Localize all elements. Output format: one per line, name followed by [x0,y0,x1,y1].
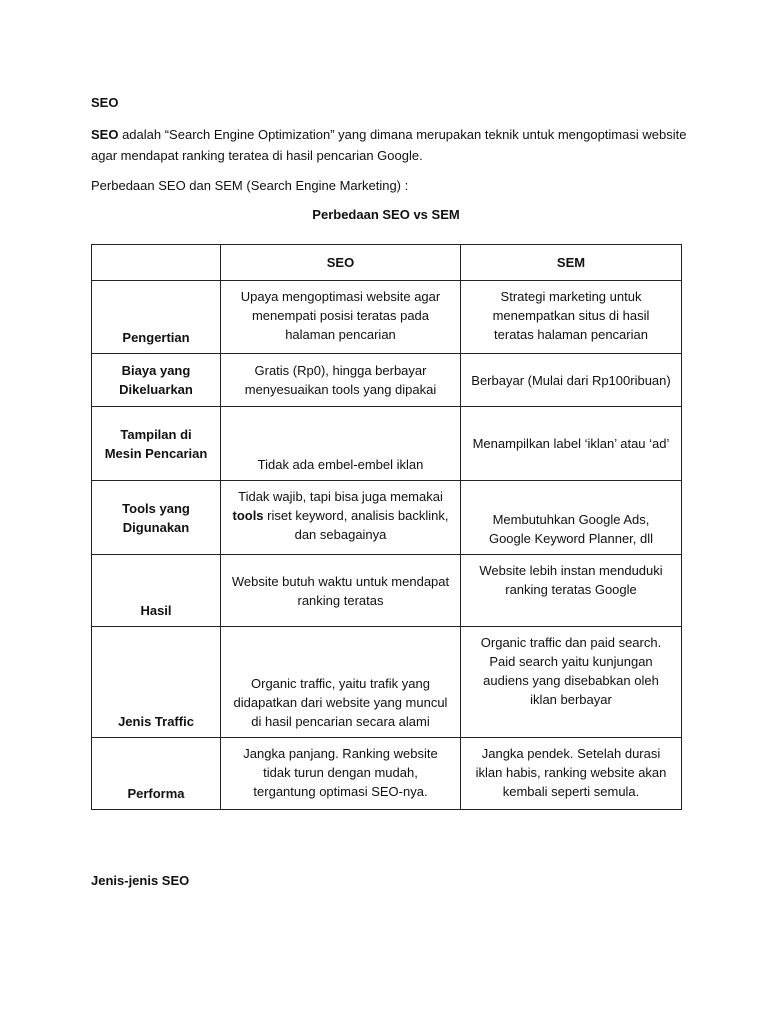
table-row [92,555,682,627]
row-sem: Jangka pendek. Setelah durasi iklan habis, ranking website akan kembali seperti semula. [461,738,682,810]
row-seo: Gratis (Rp0), hingga berbayar menyesuaikan tools yang dipakai [221,354,461,407]
row-sem: Website lebih instan menduduki ranking teratas Google [461,555,682,627]
row-seo: Upaya mengoptimasi website agar menempati posisi teratas pada halaman pencarian [221,281,461,354]
table-title: Perbedaan SEO vs SEM [312,207,460,222]
header-seo: SEO [221,245,461,281]
row-seo-bold: tools [232,508,264,523]
comparison-table [91,244,682,810]
row-sem: Membutuhkan Google Ads, Google Keyword Planner, dll [461,481,682,555]
row-seo [221,481,461,555]
row-label: Biaya yang Dikeluarkan [92,354,221,407]
row-seo: Organic traffic, yaitu trafik yang didapatkan dari website yang muncul di hasil pencarian secara alami [221,627,461,738]
table-header-row [92,245,682,281]
row-sem: Strategi marketing untuk menempatkan situs di hasil teratas halaman pencarian [461,281,682,354]
row-seo-post: riset keyword, analisis backlink, dan sebagainya [263,508,449,542]
section-heading-jenis-seo: Jenis-jenis SEO [91,873,190,888]
table-row [92,627,682,738]
row-seo-pre: Tidak wajib, tapi bisa juga memakai [238,489,443,504]
row-seo: Jangka panjang. Ranking website tidak turun dengan mudah, tergantung optimasi SEO-nya. [221,738,461,810]
difference-intro: Perbedaan SEO dan SEM (Search Engine Marketing) : [91,178,409,193]
row-label: Performa [92,738,221,810]
intro-paragraph [91,124,691,166]
table-row [92,407,682,481]
row-label: Tools yang Digunakan [92,481,221,555]
table-row [92,738,682,810]
header-sem: SEM [461,245,682,281]
row-sem: Berbayar (Mulai dari Rp100ribuan) [461,354,682,407]
row-seo: Website butuh waktu untuk mendapat ranking teratas [221,555,461,627]
row-sem: Menampilkan label ‘iklan’ atau ‘ad’ [461,407,682,481]
table-row [92,481,682,555]
header-empty [92,245,221,281]
section-heading-seo: SEO [91,95,119,110]
table-row [92,281,682,354]
row-label: Jenis Traffic [92,627,221,738]
row-sem: Organic traffic dan paid search. Paid search yaitu kunjungan audiens yang disebabkan oleh iklan berbayar [461,627,682,738]
intro-rest: adalah “Search Engine Optimization” yang dimana merupakan teknik untuk mengoptimasi website agar mendapat ranking teratea di hasil pencarian Google. [91,127,687,163]
row-label: Tampilan di Mesin Pencarian [92,407,221,481]
row-label: Pengertian [92,281,221,354]
row-seo: Tidak ada embel-embel iklan [221,407,461,481]
intro-lead: SEO [91,127,119,142]
row-label: Hasil [92,555,221,627]
table-row [92,354,682,407]
